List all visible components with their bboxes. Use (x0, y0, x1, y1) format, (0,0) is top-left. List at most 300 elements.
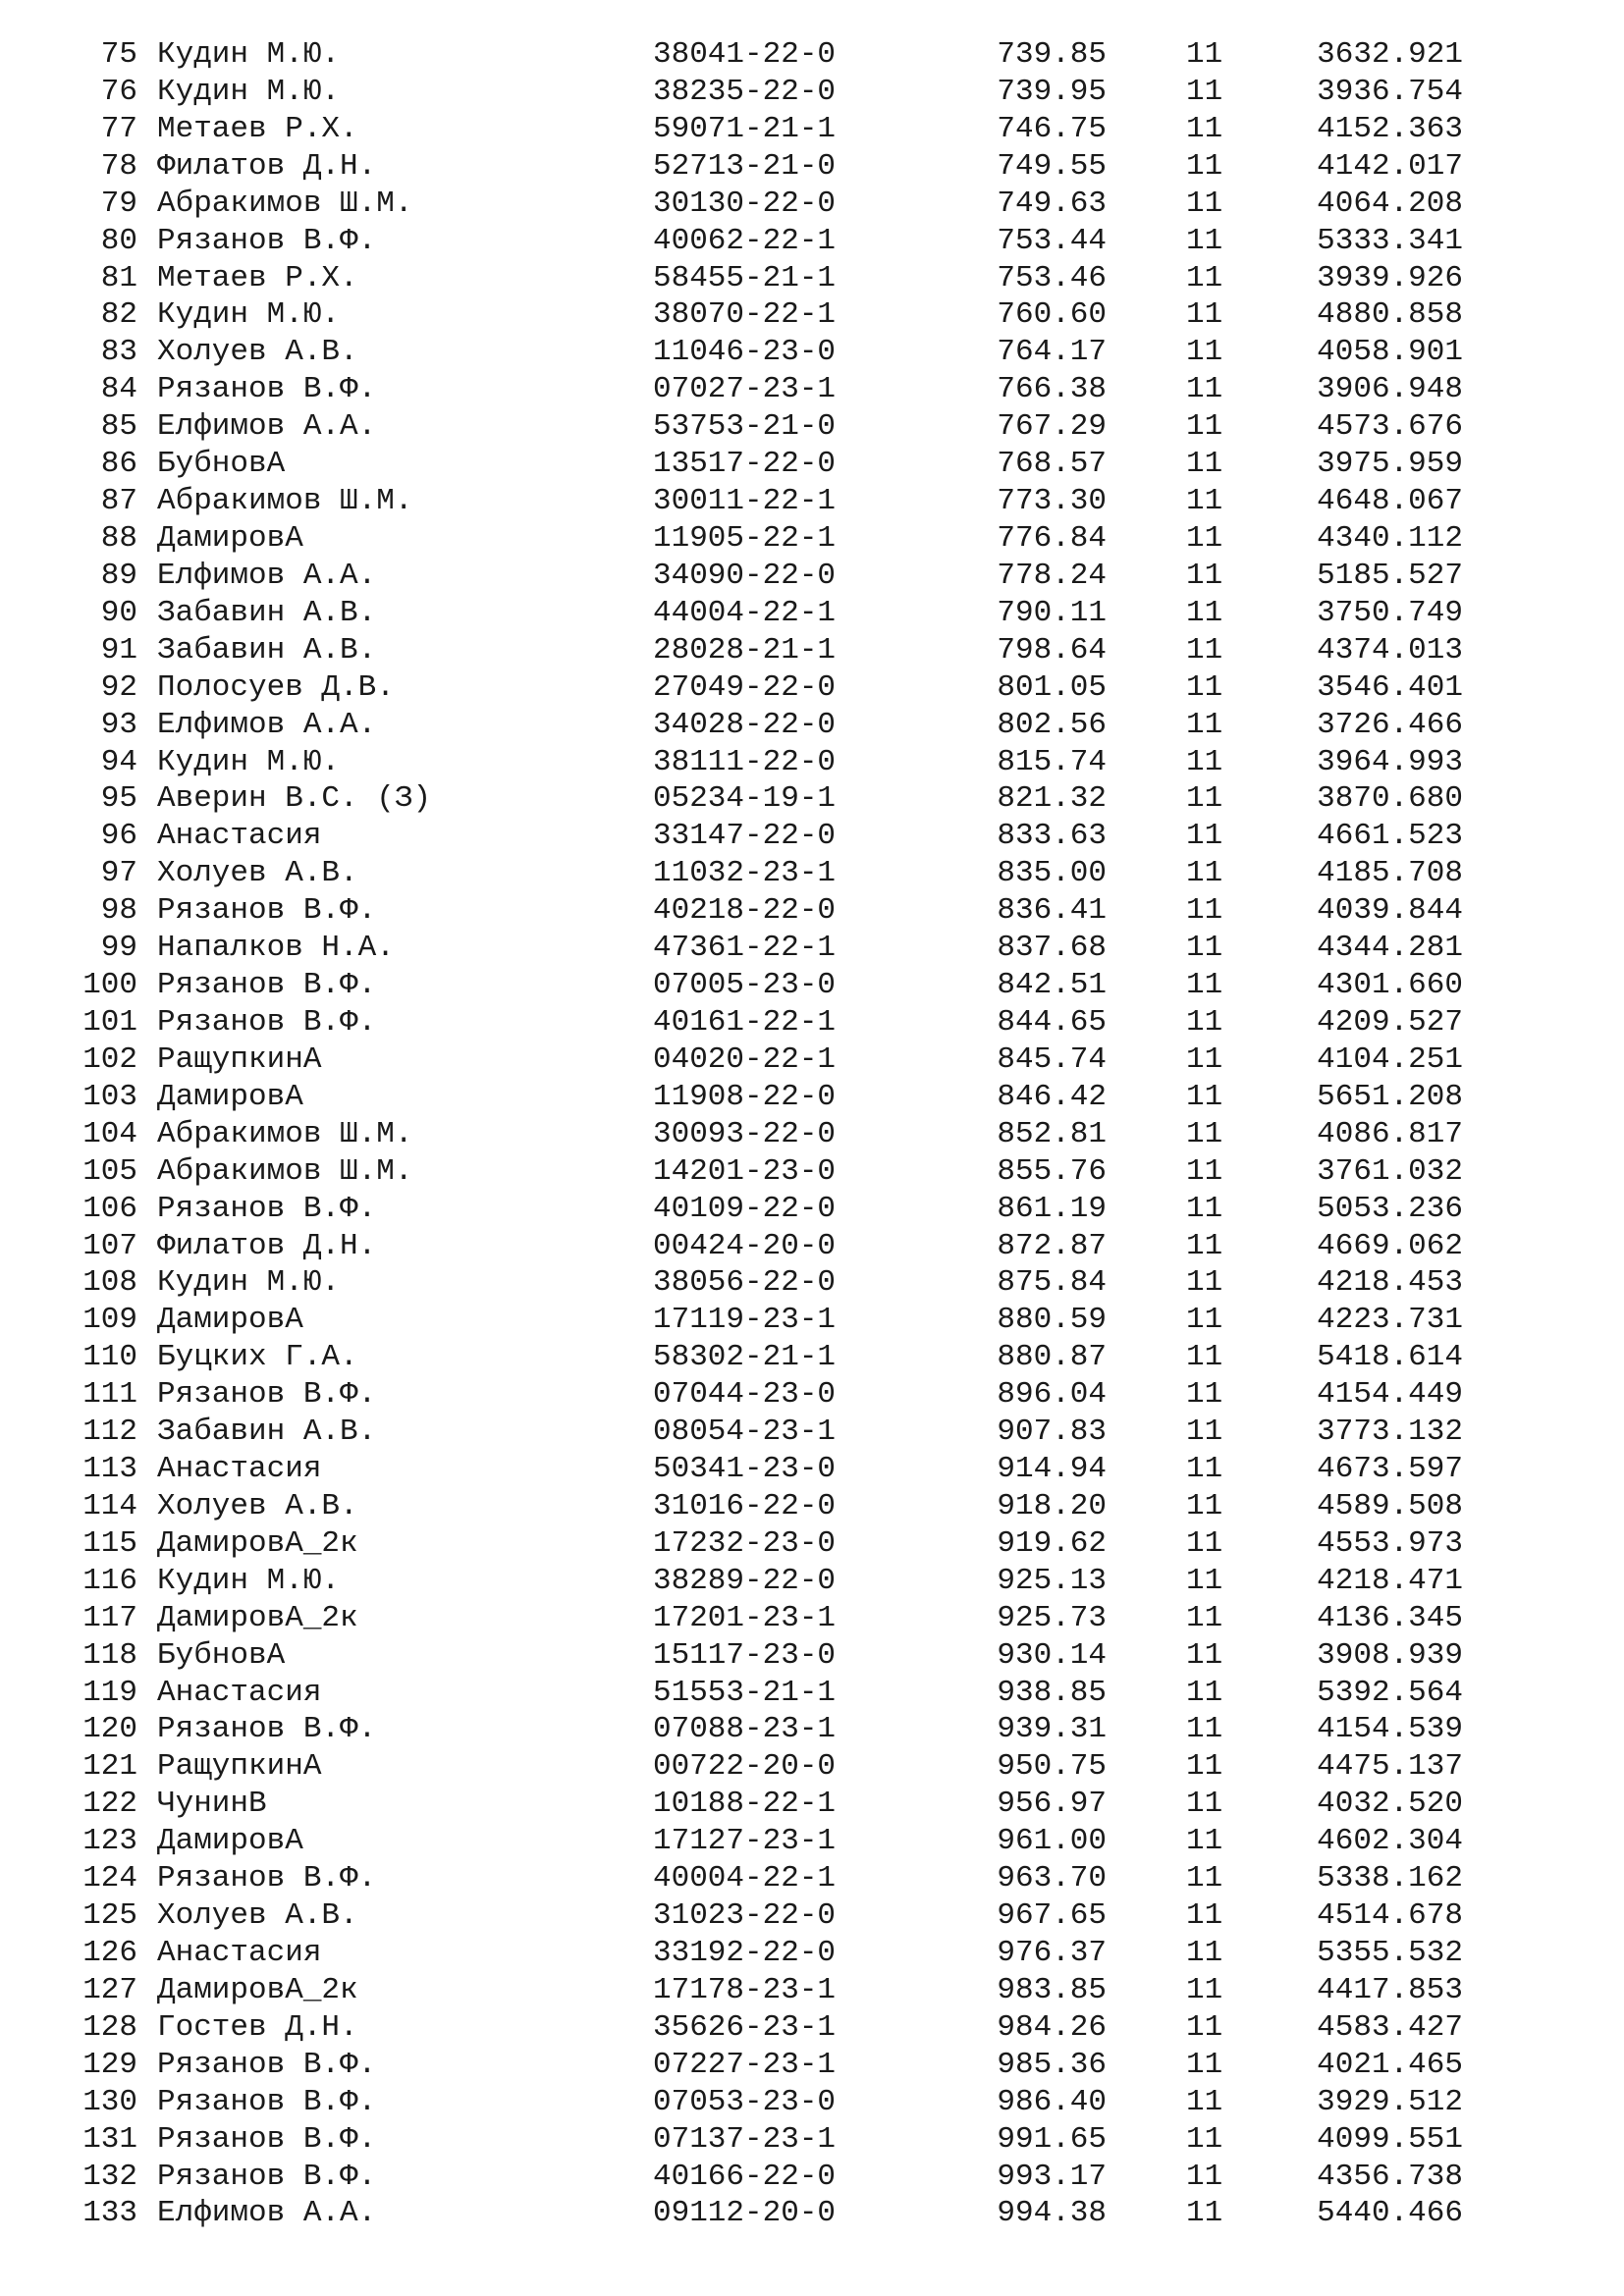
value-cell: 925.73 (997, 1600, 1107, 1635)
record-code: 11908-22-0 (653, 1079, 837, 1114)
participant-name: Гостев Д.Н. (157, 2009, 358, 2045)
row-number: 108 (82, 1265, 137, 1301)
result-cell: 3908.939 (1317, 1637, 1463, 1673)
participant-name: ДамировА (157, 1079, 303, 1114)
class-cell: 11 (1186, 1340, 1223, 1375)
class-cell: 11 (1186, 856, 1223, 891)
result-cell: 3750.749 (1317, 595, 1463, 630)
value-cell: 907.83 (997, 1415, 1107, 1450)
table-row (0, 1414, 1624, 1451)
record-code: 38235-22-0 (653, 74, 837, 109)
result-cell: 5355.532 (1317, 1936, 1463, 1971)
value-cell: 919.62 (997, 1525, 1107, 1561)
result-cell: 4218.471 (1317, 1563, 1463, 1598)
class-cell: 11 (1186, 2084, 1223, 2119)
row-number: 112 (82, 1415, 137, 1450)
participant-name: Рязанов В.Ф. (157, 223, 377, 258)
participant-name: Анастасия (157, 1675, 322, 1710)
row-number: 126 (82, 1936, 137, 1971)
row-number: 119 (82, 1675, 137, 1710)
participant-name: Кудин М.Ю. (157, 1563, 341, 1598)
table-row (0, 1302, 1624, 1339)
participant-name: ДамировА (157, 1824, 303, 1859)
record-code: 17201-23-1 (653, 1600, 837, 1635)
table-row (0, 2084, 1624, 2121)
participant-name: ЧунинВ (157, 1787, 267, 1822)
row-number: 94 (100, 744, 137, 779)
value-cell: 967.65 (997, 1898, 1107, 1934)
value-cell: 773.30 (997, 484, 1107, 519)
result-cell: 4301.660 (1317, 968, 1463, 1003)
value-cell: 930.14 (997, 1637, 1107, 1673)
record-code: 40109-22-0 (653, 1191, 837, 1226)
class-cell: 11 (1186, 2009, 1223, 2045)
value-cell: 753.46 (997, 260, 1107, 295)
value-cell: 875.84 (997, 1265, 1107, 1301)
value-cell: 842.51 (997, 968, 1107, 1003)
result-cell: 4340.112 (1317, 520, 1463, 556)
row-number: 118 (82, 1637, 137, 1673)
class-cell: 11 (1186, 1898, 1223, 1934)
class-cell: 11 (1186, 595, 1223, 630)
row-number: 121 (82, 1749, 137, 1785)
result-cell: 5440.466 (1317, 2196, 1463, 2231)
value-cell: 845.74 (997, 1041, 1107, 1077)
row-number: 127 (82, 1972, 137, 2007)
value-cell: 872.87 (997, 1228, 1107, 1263)
row-number: 109 (82, 1303, 137, 1338)
participant-name: Анастасия (157, 1452, 322, 1487)
table-row (0, 1935, 1624, 1972)
row-number: 104 (82, 1116, 137, 1151)
value-cell: 766.38 (997, 372, 1107, 407)
class-cell: 11 (1186, 1265, 1223, 1301)
record-code: 52713-21-0 (653, 148, 837, 184)
class-cell: 11 (1186, 1712, 1223, 1747)
class-cell: 11 (1186, 37, 1223, 72)
row-number: 106 (82, 1191, 137, 1226)
table-row (0, 111, 1624, 148)
class-cell: 11 (1186, 1153, 1223, 1189)
table-row (0, 148, 1624, 186)
result-cell: 4104.251 (1317, 1041, 1463, 1077)
class-cell: 11 (1186, 1191, 1223, 1226)
class-cell: 11 (1186, 1936, 1223, 1971)
result-cell: 4032.520 (1317, 1787, 1463, 1822)
class-cell: 11 (1186, 1228, 1223, 1263)
result-cell: 4142.017 (1317, 148, 1463, 184)
record-code: 40166-22-0 (653, 2159, 837, 2194)
participant-name: Рязанов В.Ф. (157, 1377, 377, 1413)
participant-name: Холуев А.В. (157, 335, 358, 370)
record-code: 53753-21-0 (653, 409, 837, 445)
class-cell: 11 (1186, 1675, 1223, 1710)
class-cell: 11 (1186, 1452, 1223, 1487)
value-cell: 976.37 (997, 1936, 1107, 1971)
value-cell: 880.59 (997, 1303, 1107, 1338)
result-cell: 4099.551 (1317, 2121, 1463, 2157)
result-cell: 4152.363 (1317, 111, 1463, 146)
participant-name: Рязанов В.Ф. (157, 2121, 377, 2157)
row-number: 120 (82, 1712, 137, 1747)
table-row (0, 744, 1624, 781)
participant-name: Метаев Р.Х. (157, 111, 358, 146)
table-row (0, 892, 1624, 930)
row-number: 90 (100, 595, 137, 630)
participant-name: Аверин В.С. (З) (157, 781, 432, 817)
class-cell: 11 (1186, 447, 1223, 482)
row-number: 81 (100, 260, 137, 295)
record-code: 38289-22-0 (653, 1563, 837, 1598)
table-row (0, 1153, 1624, 1191)
table-row (0, 1041, 1624, 1079)
value-cell: 802.56 (997, 707, 1107, 742)
record-code: 07053-23-0 (653, 2084, 837, 2119)
result-cell: 4417.853 (1317, 1972, 1463, 2007)
row-number: 75 (100, 37, 137, 72)
result-cell: 3936.754 (1317, 74, 1463, 109)
class-cell: 11 (1186, 819, 1223, 854)
result-cell: 4661.523 (1317, 819, 1463, 854)
row-number: 84 (100, 372, 137, 407)
class-cell: 11 (1186, 632, 1223, 667)
participant-name: Кудин М.Ю. (157, 297, 341, 333)
class-cell: 11 (1186, 707, 1223, 742)
row-number: 80 (100, 223, 137, 258)
class-cell: 11 (1186, 372, 1223, 407)
participant-name: Анастасия (157, 819, 322, 854)
table-row (0, 1451, 1624, 1488)
table-row (0, 186, 1624, 223)
row-number: 99 (100, 931, 137, 966)
record-code: 28028-21-1 (653, 632, 837, 667)
row-number: 85 (100, 409, 137, 445)
result-cell: 3632.921 (1317, 37, 1463, 72)
row-number: 110 (82, 1340, 137, 1375)
result-cell: 4589.508 (1317, 1488, 1463, 1523)
result-cell: 4136.345 (1317, 1600, 1463, 1635)
row-number: 98 (100, 893, 137, 929)
record-code: 38056-22-0 (653, 1265, 837, 1301)
record-code: 07137-23-1 (653, 2121, 837, 2157)
row-number: 88 (100, 520, 137, 556)
row-number: 131 (82, 2121, 137, 2157)
class-cell: 11 (1186, 1563, 1223, 1598)
result-cell: 4880.858 (1317, 297, 1463, 333)
result-cell: 4064.208 (1317, 186, 1463, 221)
participant-name: Рязанов В.Ф. (157, 1712, 377, 1747)
table-row (0, 446, 1624, 483)
class-cell: 11 (1186, 893, 1223, 929)
row-number: 92 (100, 669, 137, 705)
result-cell: 4021.465 (1317, 2047, 1463, 2082)
class-cell: 11 (1186, 968, 1223, 1003)
result-cell: 3939.926 (1317, 260, 1463, 295)
result-cell: 3546.401 (1317, 669, 1463, 705)
value-cell: 985.36 (997, 2047, 1107, 2082)
table-row (0, 632, 1624, 669)
value-cell: 846.42 (997, 1079, 1107, 1114)
participant-name: Рязанов В.Ф. (157, 2047, 377, 2082)
row-number: 107 (82, 1228, 137, 1263)
record-code: 13517-22-0 (653, 447, 837, 482)
result-cell: 3726.466 (1317, 707, 1463, 742)
result-cell: 4475.137 (1317, 1749, 1463, 1785)
result-cell: 5418.614 (1317, 1340, 1463, 1375)
row-number: 116 (82, 1563, 137, 1598)
value-cell: 790.11 (997, 595, 1107, 630)
row-number: 129 (82, 2047, 137, 2082)
table-row (0, 1897, 1624, 1935)
value-cell: 753.44 (997, 223, 1107, 258)
results-table (0, 36, 1624, 2232)
row-number: 91 (100, 632, 137, 667)
table-row (0, 1675, 1624, 1712)
class-cell: 11 (1186, 1525, 1223, 1561)
value-cell: 844.65 (997, 1004, 1107, 1040)
result-cell: 5333.341 (1317, 223, 1463, 258)
row-number: 125 (82, 1898, 137, 1934)
participant-name: Абракимов Ш.М. (157, 1116, 413, 1151)
row-number: 117 (82, 1600, 137, 1635)
result-cell: 4185.708 (1317, 856, 1463, 891)
table-row (0, 1079, 1624, 1116)
class-cell: 11 (1186, 1377, 1223, 1413)
record-code: 50341-23-0 (653, 1452, 837, 1487)
row-number: 123 (82, 1824, 137, 1859)
row-number: 114 (82, 1488, 137, 1523)
table-row (0, 1748, 1624, 1786)
table-row (0, 1228, 1624, 1265)
value-cell: 939.31 (997, 1712, 1107, 1747)
class-cell: 11 (1186, 1824, 1223, 1859)
participant-name: Елфимов А.А. (157, 2196, 377, 2231)
table-row (0, 520, 1624, 558)
table-row (0, 74, 1624, 111)
record-code: 00722-20-0 (653, 1749, 837, 1785)
value-cell: 833.63 (997, 819, 1107, 854)
value-cell: 776.84 (997, 520, 1107, 556)
row-number: 93 (100, 707, 137, 742)
participant-name: Абракимов Ш.М. (157, 186, 413, 221)
record-code: 11032-23-1 (653, 856, 837, 891)
value-cell: 983.85 (997, 1972, 1107, 2007)
row-number: 113 (82, 1452, 137, 1487)
table-row (0, 558, 1624, 595)
table-row (0, 1525, 1624, 1563)
participant-name: Кудин М.Ю. (157, 744, 341, 779)
participant-name: Полосуев Д.В. (157, 669, 395, 705)
class-cell: 11 (1186, 1972, 1223, 2007)
class-cell: 11 (1186, 260, 1223, 295)
record-code: 14201-23-0 (653, 1153, 837, 1189)
record-code: 34090-22-0 (653, 558, 837, 593)
table-row (0, 1600, 1624, 1637)
participant-name: Напалков Н.А. (157, 931, 395, 966)
participant-name: Рязанов В.Ф. (157, 968, 377, 1003)
value-cell: 749.63 (997, 186, 1107, 221)
participant-name: Рязанов В.Ф. (157, 2084, 377, 2119)
value-cell: 993.17 (997, 2159, 1107, 2194)
value-cell: 815.74 (997, 744, 1107, 779)
participant-name: Метаев Р.Х. (157, 260, 358, 295)
result-cell: 4514.678 (1317, 1898, 1463, 1934)
row-number: 82 (100, 297, 137, 333)
row-number: 130 (82, 2084, 137, 2119)
participant-name: Забавин А.В. (157, 1415, 377, 1450)
class-cell: 11 (1186, 335, 1223, 370)
class-cell: 11 (1186, 558, 1223, 593)
class-cell: 11 (1186, 1637, 1223, 1673)
table-row (0, 1004, 1624, 1041)
row-number: 76 (100, 74, 137, 109)
table-row (0, 2009, 1624, 2047)
table-row (0, 483, 1624, 520)
row-number: 97 (100, 856, 137, 891)
row-number: 111 (82, 1377, 137, 1413)
record-code: 35626-23-1 (653, 2009, 837, 2045)
record-code: 47361-22-1 (653, 931, 837, 966)
row-number: 77 (100, 111, 137, 146)
class-cell: 11 (1186, 2047, 1223, 2082)
row-number: 102 (82, 1041, 137, 1077)
row-number: 87 (100, 484, 137, 519)
result-cell: 4218.453 (1317, 1265, 1463, 1301)
table-row (0, 1116, 1624, 1153)
participant-name: Холуев А.В. (157, 1488, 358, 1523)
table-row (0, 818, 1624, 855)
class-cell: 11 (1186, 1861, 1223, 1896)
result-cell: 3870.680 (1317, 781, 1463, 817)
result-cell: 4039.844 (1317, 893, 1463, 929)
participant-name: ДамировА_2к (157, 1600, 358, 1635)
record-code: 38111-22-0 (653, 744, 837, 779)
participant-name: Буцких Г.А. (157, 1340, 358, 1375)
record-code: 07044-23-0 (653, 1377, 837, 1413)
record-code: 40062-22-1 (653, 223, 837, 258)
table-row (0, 1488, 1624, 1525)
table-row (0, 669, 1624, 707)
row-number: 89 (100, 558, 137, 593)
result-cell: 4669.062 (1317, 1228, 1463, 1263)
result-cell: 3773.132 (1317, 1415, 1463, 1450)
result-cell: 4086.817 (1317, 1116, 1463, 1151)
participant-name: ДамировА (157, 520, 303, 556)
value-cell: 760.60 (997, 297, 1107, 333)
participant-name: Рязанов В.Ф. (157, 1004, 377, 1040)
record-code: 59071-21-1 (653, 111, 837, 146)
row-number: 105 (82, 1153, 137, 1189)
participant-name: Елфимов А.А. (157, 707, 377, 742)
participant-name: РащупкинА (157, 1749, 322, 1785)
result-cell: 3906.948 (1317, 372, 1463, 407)
result-cell: 4573.676 (1317, 409, 1463, 445)
result-cell: 4223.731 (1317, 1303, 1463, 1338)
record-code: 30011-22-1 (653, 484, 837, 519)
result-cell: 4058.901 (1317, 335, 1463, 370)
class-cell: 11 (1186, 931, 1223, 966)
value-cell: 767.29 (997, 409, 1107, 445)
value-cell: 984.26 (997, 2009, 1107, 2045)
participant-name: Холуев А.В. (157, 856, 358, 891)
table-row (0, 1637, 1624, 1675)
record-code: 40218-22-0 (653, 893, 837, 929)
participant-name: Забавин А.В. (157, 632, 377, 667)
record-code: 10188-22-1 (653, 1787, 837, 1822)
class-cell: 11 (1186, 409, 1223, 445)
record-code: 34028-22-0 (653, 707, 837, 742)
table-row (0, 2047, 1624, 2084)
record-code: 38070-22-1 (653, 297, 837, 333)
row-number: 96 (100, 819, 137, 854)
value-cell: 801.05 (997, 669, 1107, 705)
result-cell: 4583.427 (1317, 2009, 1463, 2045)
value-cell: 861.19 (997, 1191, 1107, 1226)
class-cell: 11 (1186, 1787, 1223, 1822)
value-cell: 746.75 (997, 111, 1107, 146)
value-cell: 798.64 (997, 632, 1107, 667)
value-cell: 994.38 (997, 2196, 1107, 2231)
table-row (0, 334, 1624, 371)
record-code: 30093-22-0 (653, 1116, 837, 1151)
value-cell: 991.65 (997, 2121, 1107, 2157)
table-row (0, 408, 1624, 446)
table-row (0, 1860, 1624, 1897)
table-row (0, 595, 1624, 632)
value-cell: 855.76 (997, 1153, 1107, 1189)
class-cell: 11 (1186, 1303, 1223, 1338)
value-cell: 914.94 (997, 1452, 1107, 1487)
participant-name: Елфимов А.А. (157, 409, 377, 445)
table-row (0, 1339, 1624, 1376)
record-code: 17178-23-1 (653, 1972, 837, 2007)
record-code: 11905-22-1 (653, 520, 837, 556)
participant-name: Рязанов В.Ф. (157, 893, 377, 929)
result-cell: 4344.281 (1317, 931, 1463, 966)
record-code: 09112-20-0 (653, 2196, 837, 2231)
value-cell: 768.57 (997, 447, 1107, 482)
row-number: 103 (82, 1079, 137, 1114)
table-row (0, 1191, 1624, 1228)
participant-name: Кудин М.Ю. (157, 1265, 341, 1301)
table-row (0, 260, 1624, 297)
class-cell: 11 (1186, 1004, 1223, 1040)
participant-name: Кудин М.Ю. (157, 37, 341, 72)
value-cell: 739.85 (997, 37, 1107, 72)
row-number: 128 (82, 2009, 137, 2045)
class-cell: 11 (1186, 1488, 1223, 1523)
class-cell: 11 (1186, 484, 1223, 519)
participant-name: Рязанов В.Ф. (157, 2159, 377, 2194)
class-cell: 11 (1186, 2121, 1223, 2157)
class-cell: 11 (1186, 1116, 1223, 1151)
participant-name: Забавин А.В. (157, 595, 377, 630)
record-code: 17232-23-0 (653, 1525, 837, 1561)
table-row (0, 2195, 1624, 2232)
table-row (0, 1972, 1624, 2009)
record-code: 33192-22-0 (653, 1936, 837, 1971)
table-row (0, 36, 1624, 74)
result-cell: 4209.527 (1317, 1004, 1463, 1040)
participant-name: Филатов Д.Н. (157, 1228, 377, 1263)
row-number: 100 (82, 968, 137, 1003)
row-number: 124 (82, 1861, 137, 1896)
class-cell: 11 (1186, 520, 1223, 556)
table-row (0, 1786, 1624, 1823)
row-number: 101 (82, 1004, 137, 1040)
participant-name: ДамировА (157, 1303, 303, 1338)
class-cell: 11 (1186, 1041, 1223, 1077)
